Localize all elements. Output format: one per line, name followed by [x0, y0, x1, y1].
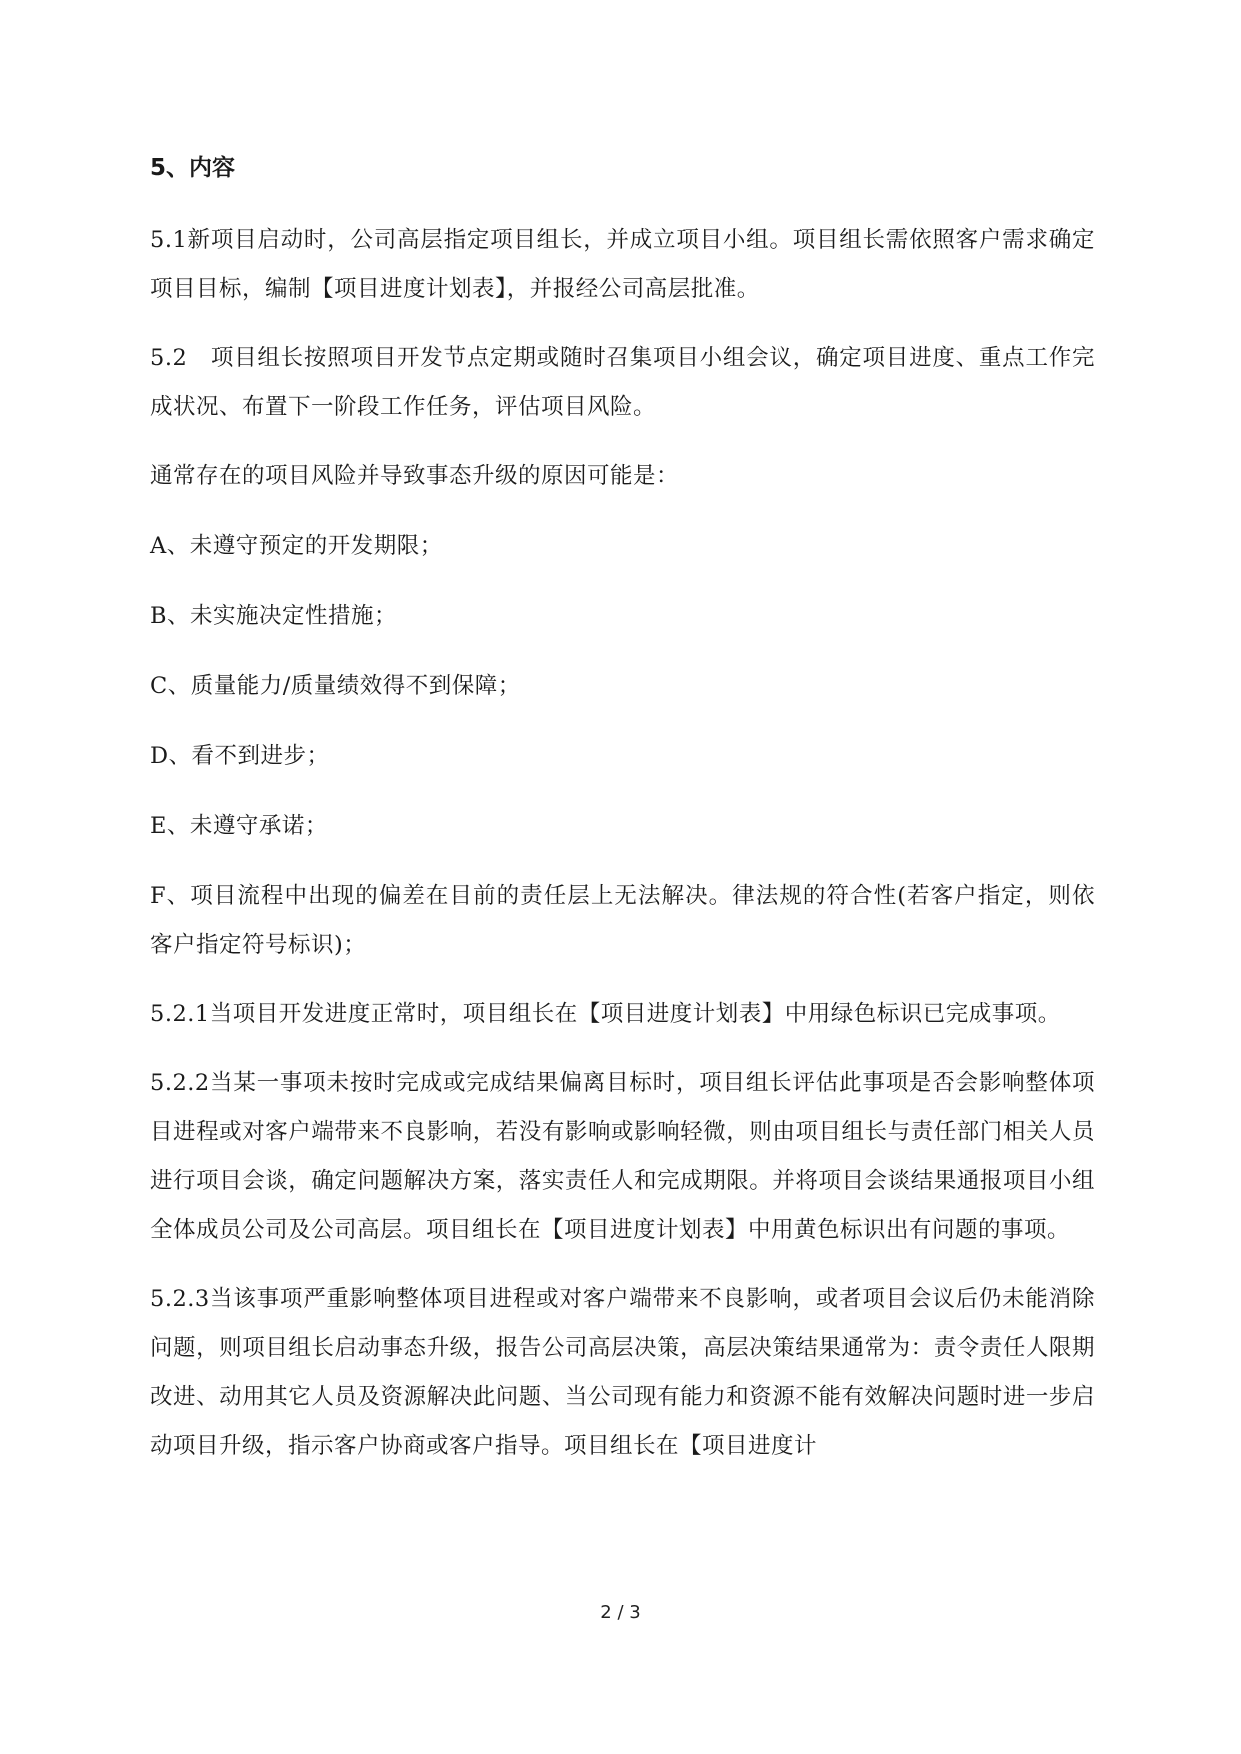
paragraph-5-2-2: 5.2.2当某一事项未按时完成或完成结果偏离目标时，项目组长评估此事项是否会影响整体项目进程或对客户端带来不良影响，若没有影响或影响轻微，则由项目组长与责任部门相关人员进行项目会谈，确定问题解决方案，落实责任人和完成期限。并将项目会谈结果通报项目小组全体成员公司及公司高层。项目组长在【项目进度计划表】中用黄色标识出有问题的事项。: [150, 1070, 1095, 1243]
list-item-b: B、未实施决定性措施；: [150, 603, 398, 629]
list-item-c: C、质量能力/质量绩效得不到保障；: [150, 673, 521, 699]
page-number: 2 / 3: [600, 1602, 641, 1623]
list-item-e: E、未遵守承诺；: [150, 813, 328, 839]
section-heading: 5、内容: [150, 155, 236, 181]
paragraph-5-2-3: 5.2.3当该事项严重影响整体项目进程或对客户端带来不良影响，或者项目会议后仍未能消除问题，则项目组长启动事态升级，报告公司高层决策，高层决策结果通常为：责令责任人限期改进、动用其它人员及资源解决此问题、当公司现有能力和资源不能有效解决问题时进一步启动项目升级，指示客户协商或客户指导。项目组长在【项目进度计: [150, 1286, 1095, 1459]
list-item-a: A、未遵守预定的开发期限；: [150, 533, 443, 559]
paragraph-5-2-1: 5.2.1当项目开发进度正常时，项目组长在【项目进度计划表】中用绿色标识已完成事项。: [150, 1001, 1061, 1027]
list-item-f: F、项目流程中出现的偏差在目前的责任层上无法解决。律法规的符合性(若客户指定，则依客户指定符号标识)；: [150, 883, 1095, 958]
document-page: [150, 150, 1095, 1491]
paragraph-5-1: 5.1新项目启动时，公司高层指定项目组长，并成立项目小组。项目组长需依照客户需求确定项目目标，编制【项目进度计划表】，并报经公司高层批准。: [150, 227, 1095, 302]
risk-intro-text: 通常存在的项目风险并导致事态升级的原因可能是：: [150, 463, 680, 489]
list-item-d: D、看不到进步；: [150, 743, 330, 769]
paragraph-5-2: 5.2 项目组长按照项目开发节点定期或随时召集项目小组会议，确定项目进度、重点工作完成状况、布置下一阶段工作任务，评估项目风险。: [150, 345, 1095, 420]
